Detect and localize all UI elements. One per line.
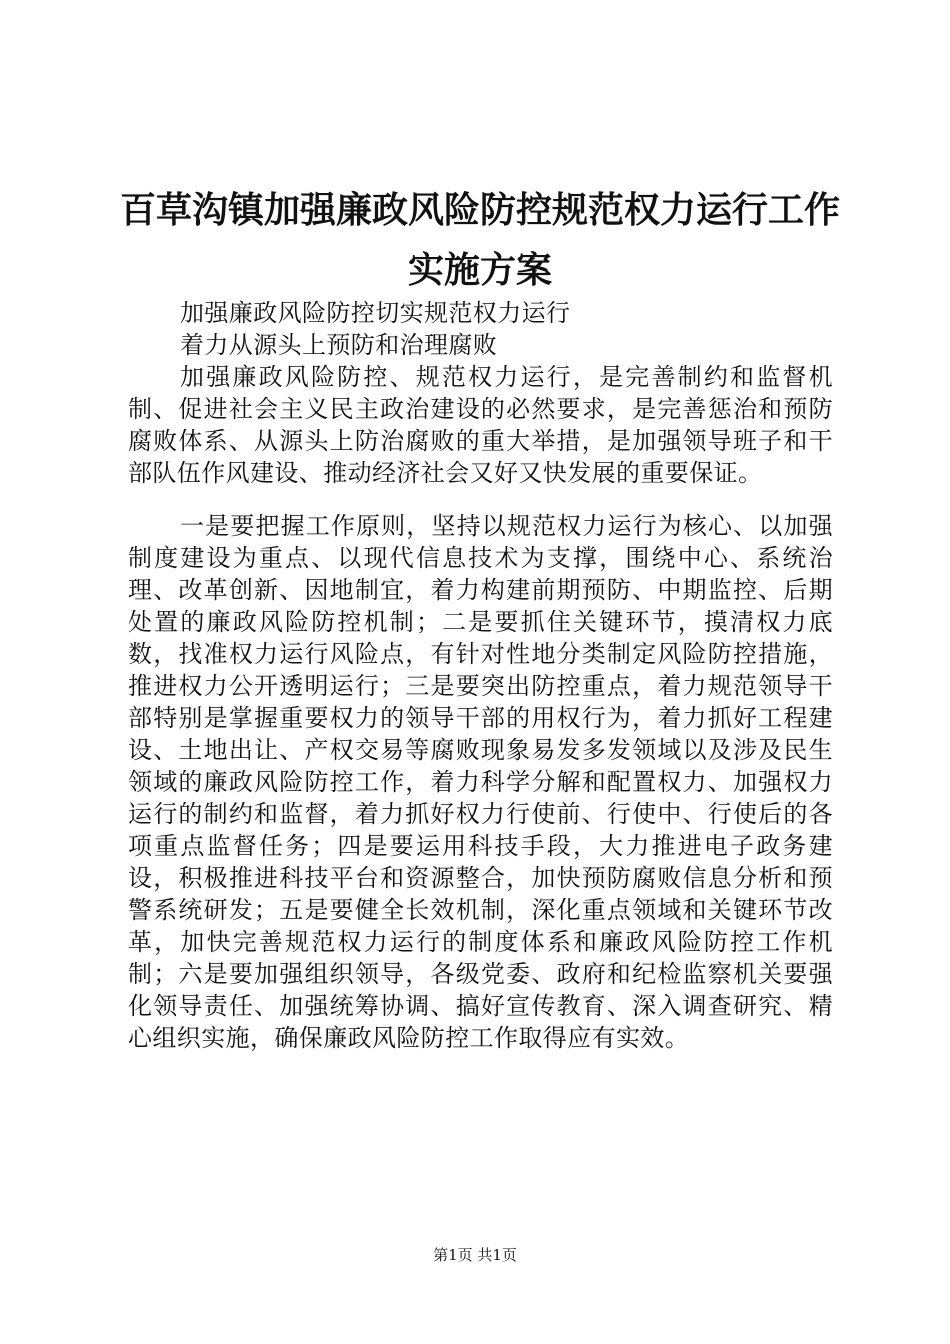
document-title-line1: 百草沟镇加强廉政风险防控规范权力运行工作 <box>119 189 840 231</box>
body-paragraph-2: 一是要把握工作原则，坚持以规范权力运行为核心、以加强制度建设为重点、以现代信息技术为支撑，围绕中心、系统治理、改革创新、因地制宜，着力构建前期预防、中期监控、后期处置的廉政风险防控机制；二是要抓住关键环节，摸清权力底数，找准权力运行风险点，有针对性地分类制定风险防控措施，推进权力公开透明运行；三是要突出防控重点，着力规范领导干部特别是掌握重要权力的领导干部的用权行为，着力抓好工程建设、土地出让、产权交易等腐败现象易发多发领域以及涉及民生领域的廉政风险防控工作，着力科学分解和配置权力、加强权力运行的制约和监督，着力抓好权力行使前、行使中、行使后的各项重点监督任务；四是要运用科技手段，大力推进电子政务建设，积极推进科技平台和资源整合，加快预防腐败信息分析和预警系统研发；五是要健全长效机制，深化重点领域和关键环节改革，加快完善规范权力运行的制度体系和廉政风险防控工作机制；六是要加强组织领导，各级党委、政府和纪检监察机关要强化领导责任、加强统筹协调、搞好宣传教育、深入调查研究、精心组织实施，确保廉政风险防控工作取得应有实效。 <box>128 512 833 1052</box>
subheading-1: 加强廉政风险防控切实规范权力运行 <box>180 299 571 327</box>
page-footer: 第1页 共1页 <box>433 1246 517 1264</box>
document-title-line2: 实施方案 <box>407 249 552 291</box>
body-paragraph-1: 加强廉政风险防控、规范权力运行，是完善制约和监督机制、促进社会主义民主政治建设的必然要求，是完善惩治和预防腐败体系、从源头上防治腐败的重大举措，是加强领导班子和干部队伍作风建设、推动经济社会又好又快发展的重要保证。 <box>128 363 833 487</box>
subheading-2: 着力从源头上预防和治理腐败 <box>180 331 498 359</box>
